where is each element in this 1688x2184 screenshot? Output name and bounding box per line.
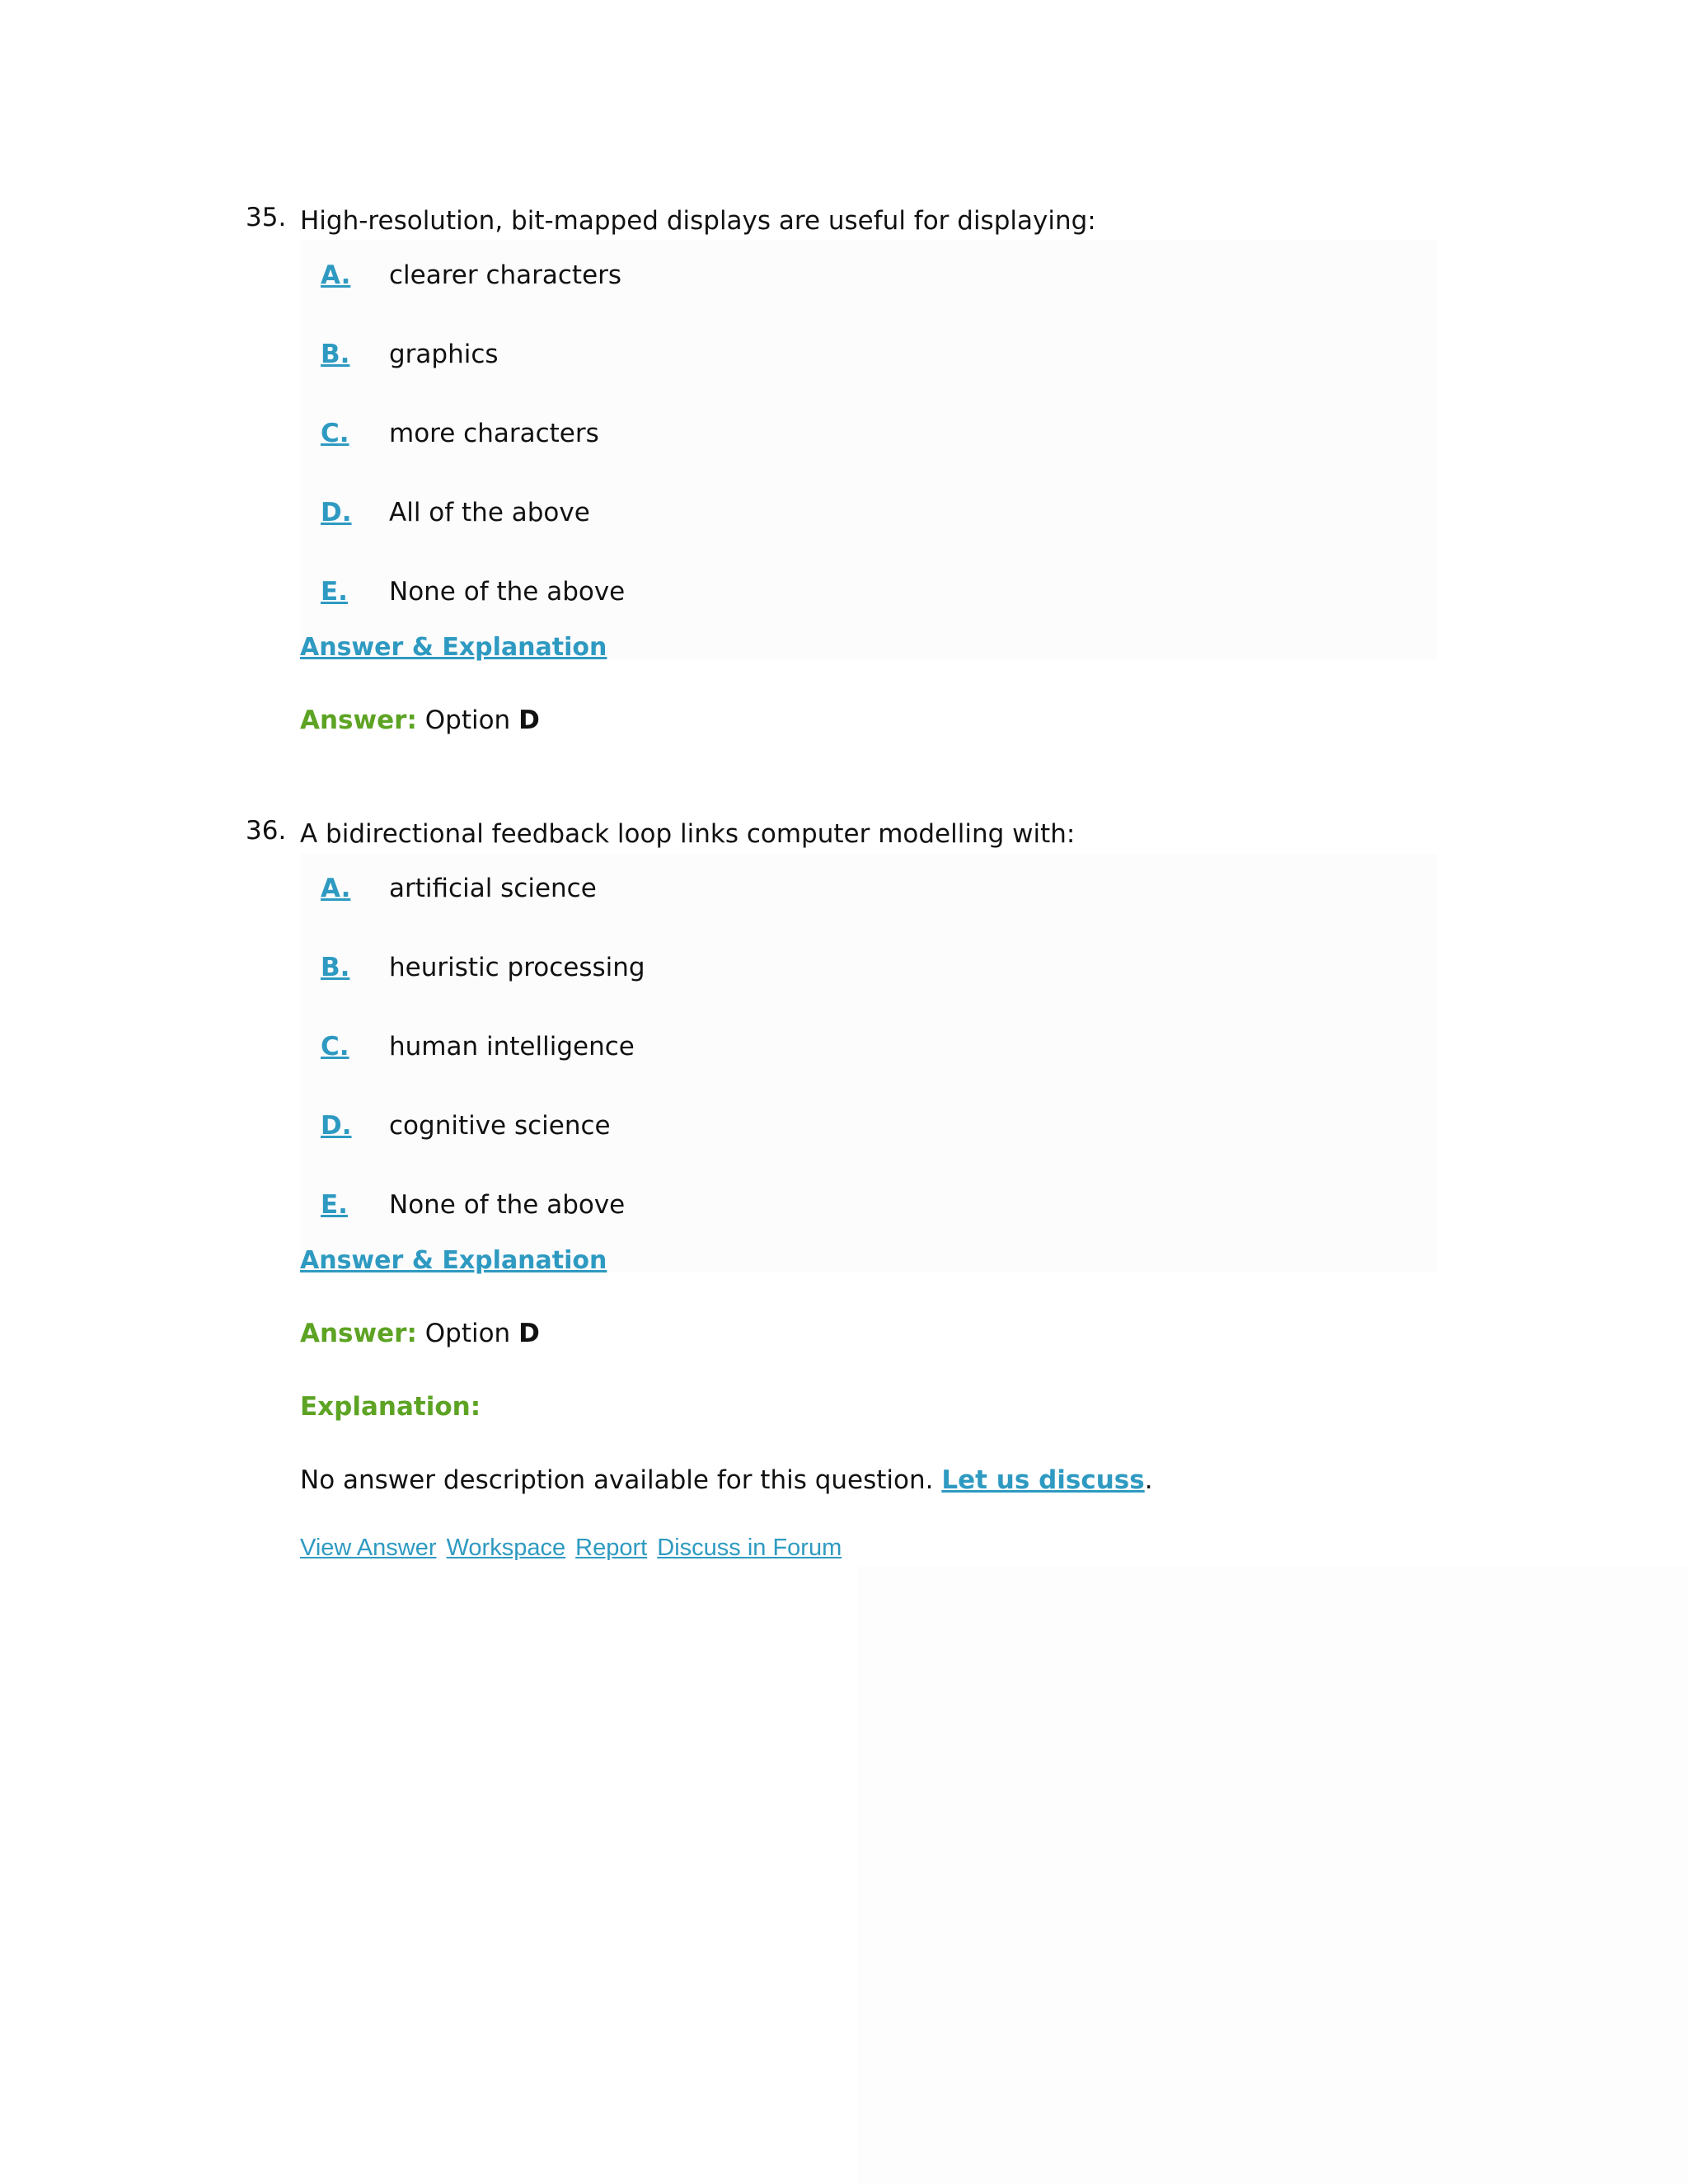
- answer-label: Answer:: [300, 705, 417, 735]
- question-number: 35.: [246, 203, 287, 232]
- option-d: [300, 1091, 1437, 1170]
- question-text: High-resolution, bit-mapped displays are useful for displaying:: [300, 206, 1096, 236]
- option-e: [300, 1170, 1437, 1240]
- answer-line: [300, 1317, 540, 1350]
- explanation-suffix: .: [1144, 1465, 1153, 1495]
- option-a-text: clearer characters: [389, 260, 622, 290]
- option-e-text: None of the above: [389, 577, 626, 607]
- option-d: [300, 478, 1437, 557]
- option-a: [300, 854, 1437, 933]
- option-a-link[interactable]: A.: [321, 260, 351, 290]
- options-list: [300, 241, 1437, 659]
- option-e-link[interactable]: E.: [321, 577, 348, 607]
- option-c: [300, 1012, 1437, 1091]
- answer-label: Answer:: [300, 1319, 417, 1348]
- discuss-in-forum-link[interactable]: Discuss in Forum: [657, 1535, 842, 1561]
- option-b: [300, 320, 1437, 399]
- explanation-heading: Explanation:: [300, 1392, 481, 1422]
- option-c-text: more characters: [389, 419, 599, 448]
- option-c-link[interactable]: C.: [321, 1032, 349, 1062]
- answer-explanation-link[interactable]: Answer & Explanation: [300, 1246, 607, 1275]
- option-c-link[interactable]: C.: [321, 419, 349, 448]
- question-text: A bidirectional feedback loop links computer modelling with:: [300, 819, 1076, 849]
- explanation-text: [300, 1464, 1153, 1497]
- option-b: [300, 933, 1437, 1012]
- let-us-discuss-link[interactable]: Let us discuss: [941, 1465, 1145, 1495]
- answer-letter: D: [518, 1319, 540, 1348]
- explanation-body: No answer description available for this question.: [300, 1465, 934, 1495]
- option-b-link[interactable]: B.: [321, 340, 350, 369]
- option-e-text: None of the above: [389, 1190, 626, 1220]
- question-footer-links: [300, 1531, 845, 1564]
- answer-explanation-link[interactable]: Answer & Explanation: [300, 633, 607, 662]
- options-list: [300, 854, 1437, 1272]
- question-number: 36.: [246, 816, 287, 846]
- option-e-link[interactable]: E.: [321, 1190, 348, 1220]
- option-e: [300, 557, 1437, 626]
- answer-prefix: Option: [424, 705, 511, 735]
- answer-line: [300, 704, 540, 737]
- option-d-text: cognitive science: [389, 1111, 611, 1141]
- page-background-tint: [857, 1566, 1688, 2184]
- option-b-text: heuristic processing: [389, 953, 645, 982]
- option-c-text: human intelligence: [389, 1032, 635, 1062]
- workspace-link[interactable]: Workspace: [446, 1535, 566, 1561]
- option-c: [300, 399, 1437, 478]
- answer-prefix: Option: [424, 1319, 511, 1348]
- option-a-link[interactable]: A.: [321, 874, 351, 903]
- option-d-text: All of the above: [389, 498, 590, 527]
- answer-letter: D: [518, 705, 540, 735]
- option-d-link[interactable]: D.: [321, 1111, 352, 1141]
- option-b-text: graphics: [389, 340, 499, 369]
- option-d-link[interactable]: D.: [321, 498, 352, 527]
- option-a-text: artificial science: [389, 874, 597, 903]
- option-b-link[interactable]: B.: [321, 953, 350, 982]
- option-a: [300, 241, 1437, 320]
- view-answer-link[interactable]: View Answer: [300, 1535, 437, 1561]
- report-link[interactable]: Report: [575, 1535, 648, 1561]
